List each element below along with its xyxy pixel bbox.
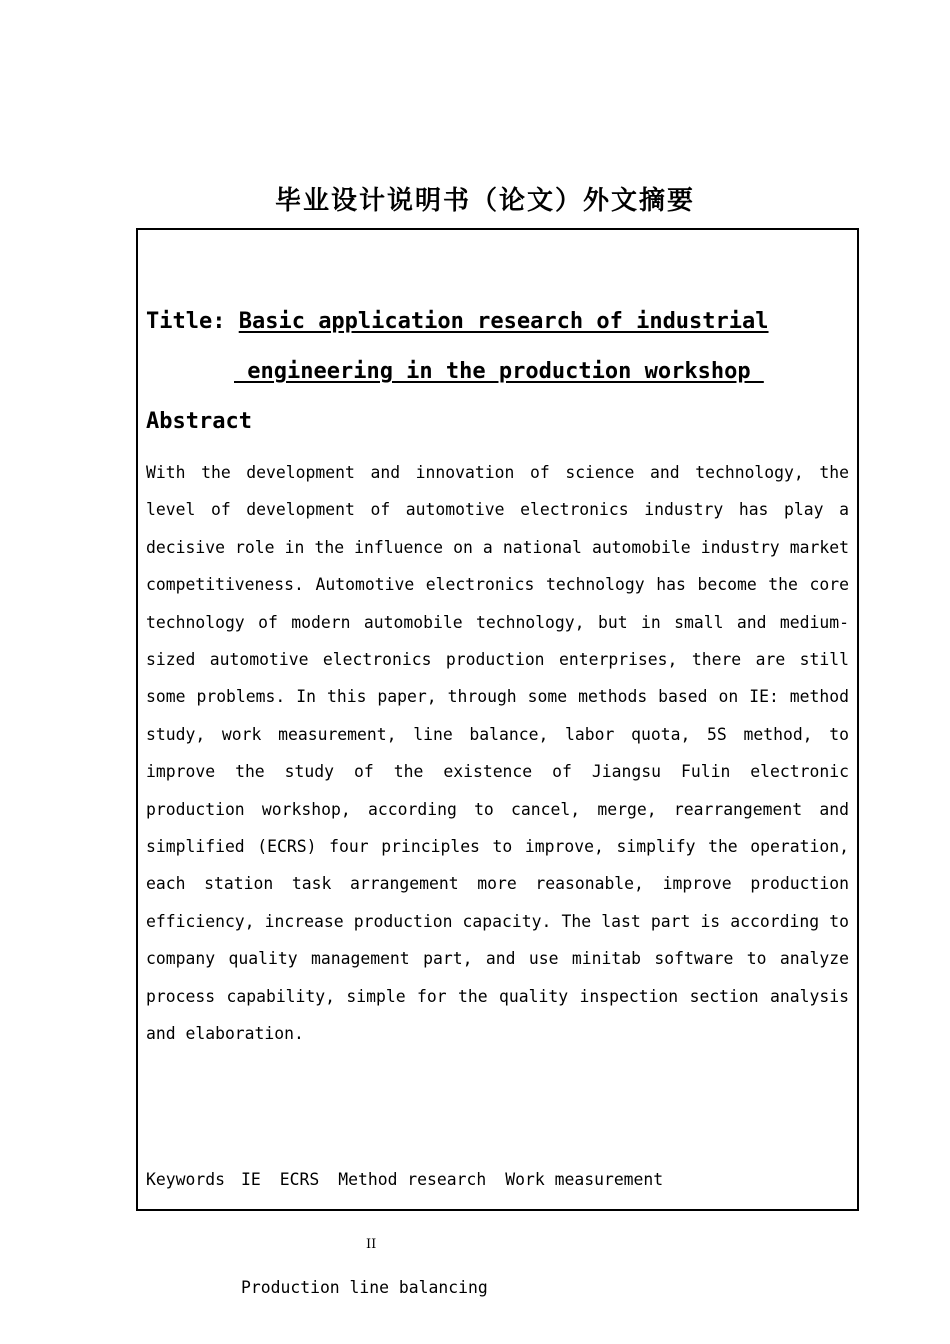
title-text-line-1: Basic application research of industrial <box>238 309 769 334</box>
paper-title-line-1 <box>146 306 769 338</box>
keyword: Work measurement <box>505 1170 664 1189</box>
title-label: Title: <box>146 309 239 334</box>
page-number: II <box>366 1237 377 1252</box>
abstract-heading: Abstract <box>146 409 252 434</box>
title-text-line-2: engineering in the production workshop <box>234 359 764 384</box>
keyword: IE <box>241 1170 261 1189</box>
keyword: Production line balancing <box>241 1278 488 1297</box>
keywords-label: Keywords <box>146 1170 225 1189</box>
keywords-row-1 <box>146 1162 682 1198</box>
keywords-row-2 <box>146 1270 682 1306</box>
abstract-body: With the development and innovation of science and technology, the level of development of automotive electronics industry has play a decisive role in the influence on a national automobile industry market competitiveness. Automotive electronics technology has become the core technology of modern automobile technology, but in small and medium-sized automotive electronics production enterprises, there are still some problems. In this paper, through some methods based on IE: method study, work measurement, line balance, labor quota, 5S method, to improve the study of the existence of Jiangsu Fulin electronic production workshop, according to cancel, merge, rearrangement and simplified (ECRS) four principles to improve, simplify the operation, each station task arrangement more reasonable, improve production efficiency, increase production capacity. The last part is according to company quality management part, and use minitab software to analyze process capability, simple for the quality inspection section analysis and elaboration. <box>146 463 849 1044</box>
keyword: ECRS <box>279 1170 320 1189</box>
keywords-section <box>146 1090 682 1342</box>
keyword: Method research <box>338 1170 487 1189</box>
page-title: 毕业设计说明书（论文）外文摘要 <box>274 186 695 216</box>
